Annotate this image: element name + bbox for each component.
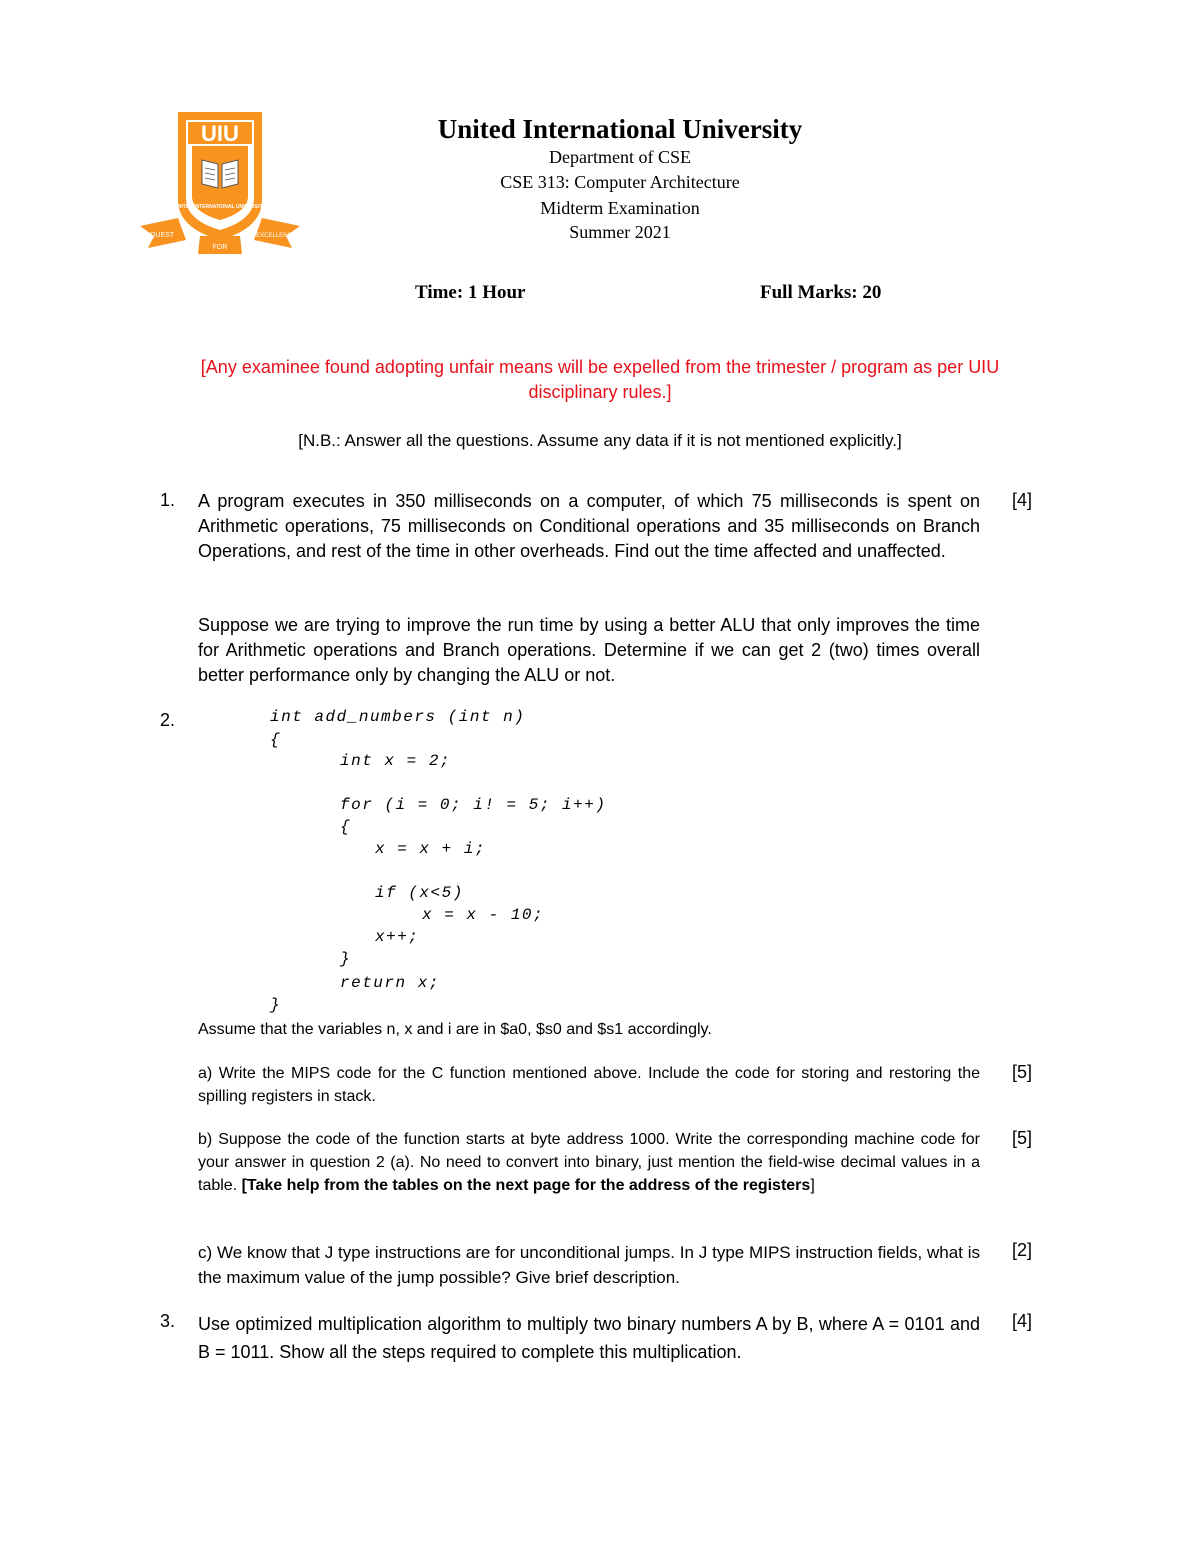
code-line: { (270, 731, 282, 749)
question-2b-body: b) Suppose the code of the function starts at byte address 1000. Write the corresponding machine code for your answer in question 2 (a). No need to convert into binary, just mention the field-wise decimal values in a table. (198, 1131, 980, 1194)
logo-ribbon-right-text: EXCELLENCE (256, 233, 296, 239)
warning-line-2: disciplinary rules.] (528, 382, 672, 402)
exam-time: Time: 1 Hour (415, 282, 526, 303)
code-line: x = x - 10; (422, 906, 545, 924)
question-2-number: 2. (160, 710, 176, 730)
instructions-note: [N.B.: Answer all the questions. Assume any data if it is not mentioned explicitly.] (298, 431, 902, 450)
logo-ring-text: UNITED INTERNATIONAL UNIVERSITY (174, 204, 266, 210)
code-line: x++; (375, 928, 420, 946)
logo-ribbon-left-text: QUEST (149, 232, 175, 239)
question-2c-text: c) We know that J type instructions are for unconditional jumps. In J type MIPS instruction fields, what is the maximum value of the jump possible? Give brief description. (198, 1243, 980, 1287)
code-line: x = x + i; (375, 840, 487, 858)
code-line: return x; (340, 974, 440, 992)
code-line: int x = 2; (340, 752, 452, 770)
question-2a-text: a) Write the MIPS code for the C function mentioned above. Include the code for storing and restoring the spilling registers in stack. (198, 1065, 980, 1105)
logo-text: UIU (201, 121, 239, 146)
question-3-marks: [4] (1012, 1311, 1033, 1331)
question-2a-marks: [5] (1012, 1062, 1033, 1082)
code-line: } (270, 996, 282, 1014)
question-2b-bold-note: [Take help from the tables on the next page for the address of the registers (241, 1177, 811, 1194)
code-line: { (340, 818, 352, 836)
question-1-text: A program executes in 350 milliseconds on a computer, of which 75 milliseconds is spent on Arithmetic operations, 75 milliseconds on Conditional operations and 35 milliseconds on Branch Operations, and rest of the time in other overheads. Find out the time affected and unaffected. (198, 491, 980, 561)
code-line: int add_numbers (int n) (270, 708, 526, 726)
code-line: } (340, 950, 352, 968)
exam-title: Midterm Examination (540, 198, 700, 218)
university-name: United International University (437, 114, 803, 144)
university-logo (138, 108, 302, 260)
question-3-number: 3. (160, 1311, 176, 1331)
question-1-number: 1. (160, 490, 176, 510)
term: Summer 2021 (569, 222, 671, 242)
question-2b-text (198, 1128, 980, 1197)
logo-ribbon-mid-text: FOR (212, 244, 228, 251)
question-1-marks: [4] (1012, 490, 1033, 510)
question-3-text: Use optimized multiplication algorithm to multiply two binary numbers A by B, where A = 0101 and B = 1011. Show all the steps required to complete this multiplication. (198, 1314, 980, 1362)
code-line: if (x<5) (375, 884, 464, 902)
question-2b-close: ] (810, 1177, 815, 1194)
question-1-subtext: Suppose we are trying to improve the run time by using a better ALU that only improves the time for Arithmetic operations and Branch operations. Determine if we can get 2 (two) times overall better performance only by changing the ALU or not. (198, 615, 980, 685)
question-2c-marks: [2] (1012, 1240, 1033, 1260)
department: Department of CSE (549, 147, 691, 167)
question-2-assumption: Assume that the variables n, x and i are in $a0, $s0 and $s1 accordingly. (198, 1021, 712, 1038)
warning-line-1: [Any examinee found adopting unfair means will be expelled from the trimester / program as per UIU (200, 357, 1000, 377)
course-title: CSE 313: Computer Architecture (500, 172, 740, 192)
full-marks: Full Marks: 20 (760, 282, 882, 303)
question-2b-marks: [5] (1012, 1128, 1033, 1148)
code-line: for (i = 0; i! = 5; i++) (340, 796, 607, 814)
